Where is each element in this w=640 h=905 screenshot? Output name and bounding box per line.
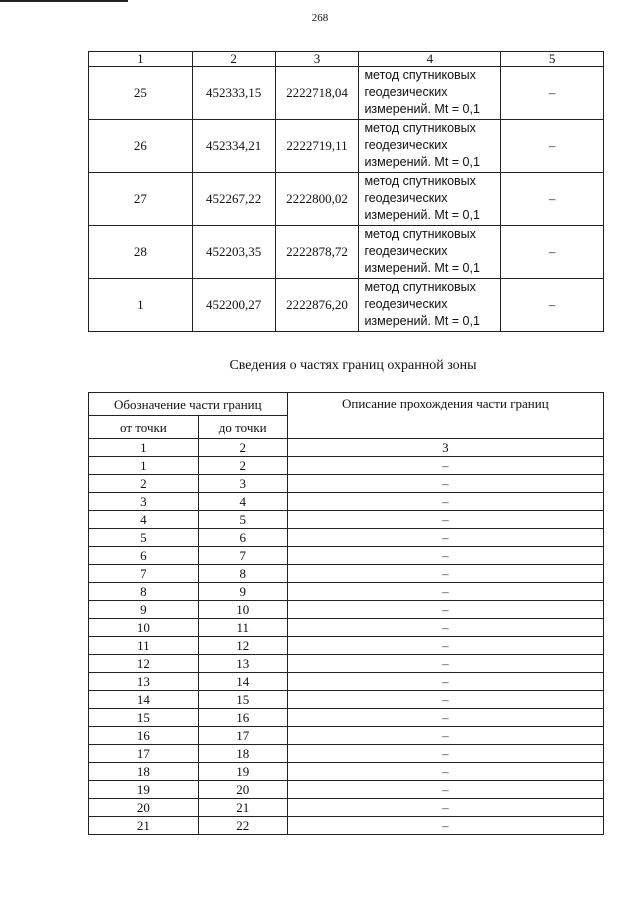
method-line: геодезических: [364, 85, 448, 99]
from-point: 4: [89, 511, 199, 529]
to-point: 8: [198, 565, 287, 583]
x-coordinate: 452200,27: [192, 279, 275, 332]
method-line: геодезических: [364, 191, 448, 205]
boundary-part-row: [89, 547, 604, 565]
description: –: [287, 475, 603, 493]
description: –: [287, 457, 603, 475]
description: –: [287, 601, 603, 619]
description: –: [287, 529, 603, 547]
y-coordinate: 2222718,04: [275, 67, 359, 120]
to-point: 16: [198, 709, 287, 727]
from-point: 2: [89, 475, 199, 493]
from-point: 13: [89, 673, 199, 691]
measurement-method: [359, 120, 501, 173]
point-number: 28: [89, 226, 193, 279]
boundary-part-row: [89, 745, 604, 763]
description: –: [287, 655, 603, 673]
description: –: [287, 763, 603, 781]
boundary-part-row: [89, 763, 604, 781]
parts-header-row: [89, 393, 604, 416]
boundary-part-row: [89, 457, 604, 475]
to-point: 14: [198, 673, 287, 691]
measurement-method: [359, 279, 501, 332]
description: –: [287, 745, 603, 763]
from-point: 1: [89, 457, 199, 475]
boundary-part-row: [89, 691, 604, 709]
to-point: 15: [198, 691, 287, 709]
method-line: геодезических: [364, 244, 448, 258]
column-number-1: 1: [89, 439, 199, 457]
y-coordinate: 2222878,72: [275, 226, 359, 279]
from-point: 17: [89, 745, 199, 763]
boundary-part-row: [89, 673, 604, 691]
from-point: 15: [89, 709, 199, 727]
method-line: измерений. Mt = 0,1: [364, 102, 480, 116]
method-line: измерений. Mt = 0,1: [364, 314, 480, 328]
boundary-part-row: [89, 709, 604, 727]
to-point: 7: [198, 547, 287, 565]
method-line: метод спутниковых: [364, 68, 476, 82]
page-number: 268: [311, 12, 329, 24]
measurement-method: [359, 226, 501, 279]
method-line: измерений. Mt = 0,1: [364, 155, 480, 169]
from-point: 21: [89, 817, 199, 835]
from-point: 12: [89, 655, 199, 673]
from-point: 5: [89, 529, 199, 547]
boundary-part-row: [89, 619, 604, 637]
point-number: 25: [89, 67, 193, 120]
to-point: 17: [198, 727, 287, 745]
from-point: 6: [89, 547, 199, 565]
boundary-parts-table: [88, 392, 604, 835]
method-line: измерений. Mt = 0,1: [364, 261, 480, 275]
description: –: [287, 709, 603, 727]
description: –: [287, 583, 603, 601]
method-line: измерений. Mt = 0,1: [364, 208, 480, 222]
description: –: [287, 565, 603, 583]
y-coordinate: 2222800,02: [275, 173, 359, 226]
from-point: 10: [89, 619, 199, 637]
y-coordinate: 2222719,11: [275, 120, 359, 173]
coordinate-row: [89, 279, 604, 332]
measurement-method: [359, 67, 501, 120]
method-line: метод спутниковых: [364, 227, 476, 241]
from-point: 19: [89, 781, 199, 799]
method-line: метод спутниковых: [364, 174, 476, 188]
to-point: 4: [198, 493, 287, 511]
description: –: [287, 619, 603, 637]
section-title: Сведения о частях границ охранной зоны: [229, 358, 477, 373]
boundary-part-row: [89, 601, 604, 619]
to-point-header: до точки: [198, 416, 287, 439]
method-line: метод спутниковых: [364, 121, 476, 135]
coordinate-row: [89, 226, 604, 279]
from-point: 16: [89, 727, 199, 745]
boundary-designation-header: Обозначение части границ: [89, 393, 288, 416]
description: –: [287, 673, 603, 691]
point-number: 1: [89, 279, 193, 332]
description: –: [287, 511, 603, 529]
to-point: 9: [198, 583, 287, 601]
column-number-5: 5: [501, 52, 604, 67]
to-point: 6: [198, 529, 287, 547]
method-line: геодезических: [364, 297, 448, 311]
to-point: 12: [198, 637, 287, 655]
to-point: 18: [198, 745, 287, 763]
method-line: метод спутниковых: [364, 280, 476, 294]
boundary-part-row: [89, 565, 604, 583]
coordinate-row: [89, 67, 604, 120]
note: –: [501, 226, 604, 279]
from-point: 20: [89, 799, 199, 817]
from-point-header: от точки: [89, 416, 199, 439]
to-point: 11: [198, 619, 287, 637]
x-coordinate: 452333,15: [192, 67, 275, 120]
boundary-part-row: [89, 529, 604, 547]
measurement-method: [359, 173, 501, 226]
note: –: [501, 279, 604, 332]
coordinates-header-row: [89, 52, 604, 67]
method-line: геодезических: [364, 138, 448, 152]
to-point: 19: [198, 763, 287, 781]
to-point: 3: [198, 475, 287, 493]
boundary-part-row: [89, 727, 604, 745]
from-point: 11: [89, 637, 199, 655]
description: –: [287, 547, 603, 565]
boundary-part-row: [89, 493, 604, 511]
description: –: [287, 781, 603, 799]
description: –: [287, 727, 603, 745]
boundary-part-row: [89, 511, 604, 529]
coordinate-row: [89, 120, 604, 173]
from-point: 7: [89, 565, 199, 583]
to-point: 20: [198, 781, 287, 799]
x-coordinate: 452203,35: [192, 226, 275, 279]
note: –: [501, 120, 604, 173]
boundary-part-row: [89, 781, 604, 799]
y-coordinate: 2222876,20: [275, 279, 359, 332]
description: –: [287, 817, 603, 835]
column-number-2: 2: [192, 52, 275, 67]
to-point: 10: [198, 601, 287, 619]
to-point: 13: [198, 655, 287, 673]
coordinates-table: [88, 51, 604, 332]
to-point: 22: [198, 817, 287, 835]
column-number-1: 1: [89, 52, 193, 67]
boundary-part-row: [89, 799, 604, 817]
to-point: 5: [198, 511, 287, 529]
point-number: 27: [89, 173, 193, 226]
to-point: 2: [198, 457, 287, 475]
x-coordinate: 452334,21: [192, 120, 275, 173]
column-number-2: 2: [198, 439, 287, 457]
note: –: [501, 173, 604, 226]
column-number-4: 4: [359, 52, 501, 67]
parts-numbering-row: [89, 439, 604, 457]
description: –: [287, 799, 603, 817]
description: –: [287, 637, 603, 655]
x-coordinate: 452267,22: [192, 173, 275, 226]
from-point: 9: [89, 601, 199, 619]
description: –: [287, 691, 603, 709]
header-rule: [0, 0, 128, 2]
boundary-part-row: [89, 817, 604, 835]
boundary-part-row: [89, 583, 604, 601]
description-header: Описание прохождения части границ: [287, 393, 603, 439]
boundary-part-row: [89, 637, 604, 655]
column-number-3: 3: [275, 52, 359, 67]
to-point: 21: [198, 799, 287, 817]
column-number-3: 3: [287, 439, 603, 457]
from-point: 8: [89, 583, 199, 601]
from-point: 14: [89, 691, 199, 709]
boundary-part-row: [89, 475, 604, 493]
coordinate-row: [89, 173, 604, 226]
from-point: 18: [89, 763, 199, 781]
note: –: [501, 67, 604, 120]
boundary-part-row: [89, 655, 604, 673]
description: –: [287, 493, 603, 511]
point-number: 26: [89, 120, 193, 173]
from-point: 3: [89, 493, 199, 511]
